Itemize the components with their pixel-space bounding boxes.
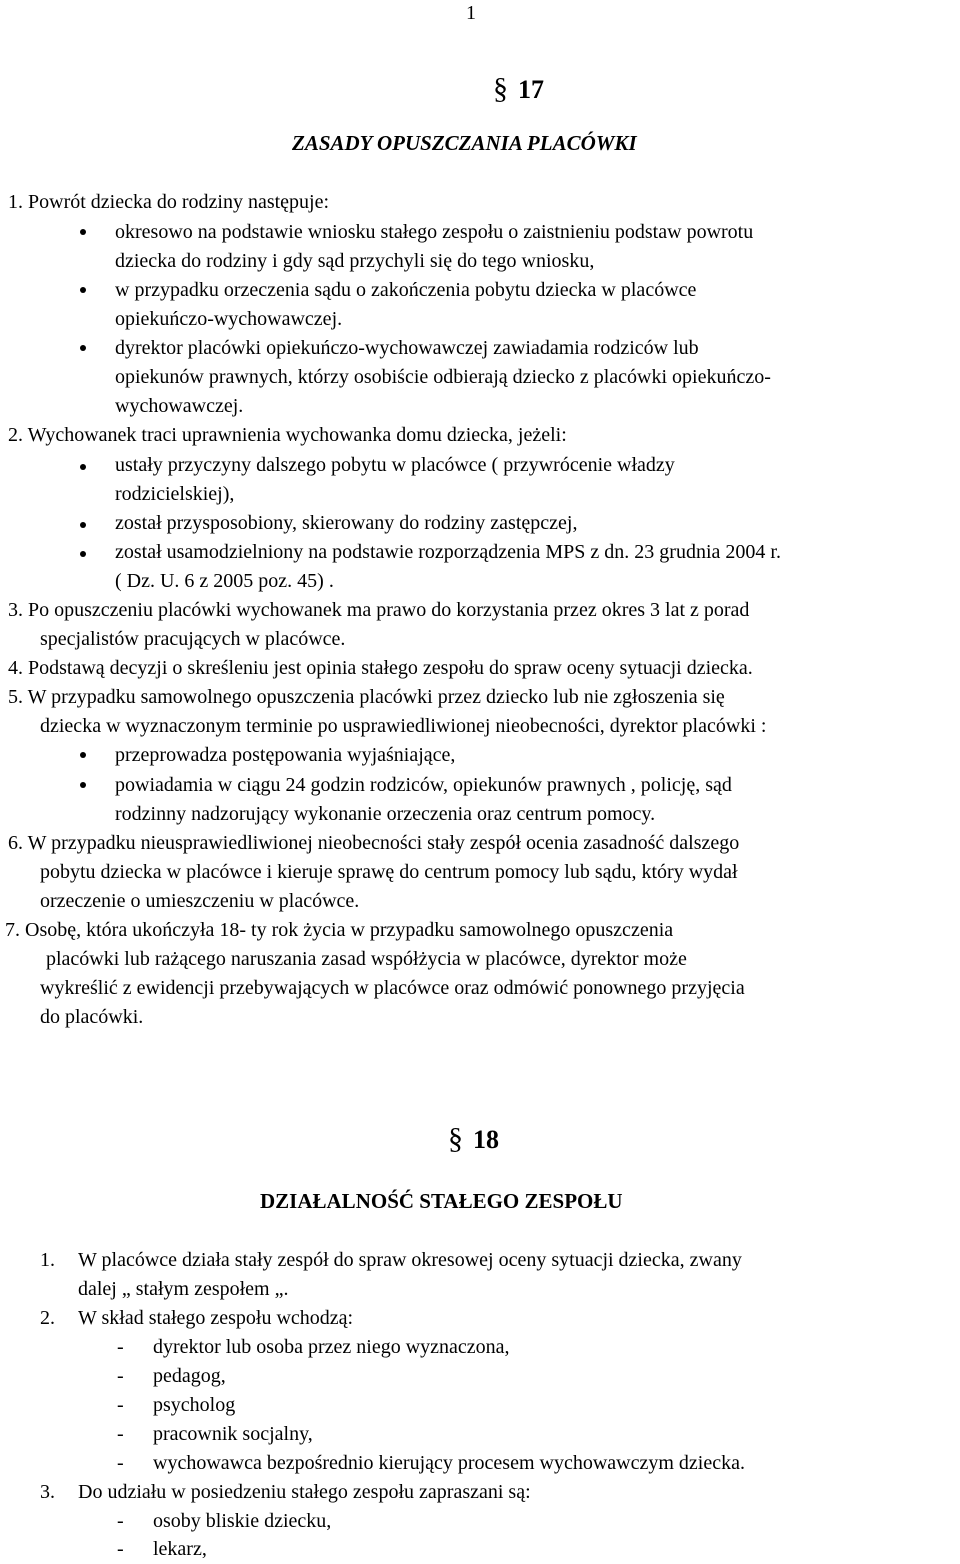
paragraph-5: 5. W przypadku samowolnego opuszczenia placówki przez dziecko lub nie zgłoszenia się [8, 686, 725, 708]
text-line: pobytu dziecka w placówce i kieruje sprawę do centrum pomocy lub sądu, który wydał [40, 861, 738, 883]
text-line: dziecka w wyznaczonym terminie po usprawiedliwionej nieobecności, dyrektor placówki : [40, 715, 767, 737]
list-number: 3. [40, 1481, 55, 1503]
text-line: wykreślić z ewidencji przebywających w placówce oraz odmówić ponownego przyjęcia [40, 977, 745, 999]
bullet-icon [80, 345, 86, 351]
text-line: okresowo na podstawie wniosku stałego zespołu o zaistnieniu podstaw powrotu [115, 221, 754, 243]
list-number: 2. [40, 1307, 55, 1329]
paragraph-4: 4. Podstawą decyzji o skreśleniu jest opinia stałego zespołu do spraw oceny sytuacji dziecka. [8, 657, 753, 679]
section-18-heading [448, 1122, 499, 1156]
text-line: lekarz, [153, 1538, 207, 1560]
dash-marker: - [117, 1423, 124, 1445]
text-line: pedagog, [153, 1365, 226, 1387]
text-line: opiekunów prawnych, którzy osobiście odbierają dziecko z placówki opiekuńczo- [115, 366, 771, 388]
section-18-number: 18 [473, 1125, 499, 1154]
dash-marker: - [117, 1538, 124, 1560]
text-line: Do udziału w posiedzeniu stałego zespołu zapraszani są: [78, 1481, 531, 1503]
text-line: wychowawca bezpośrednio kierujący procesem wychowawczym dziecka. [153, 1452, 745, 1474]
section-symbol: § [448, 1122, 463, 1155]
bullet-icon [80, 287, 86, 293]
text-line: W placówce działa stały zespół do spraw okresowej oceny sytuacji dziecka, zwany [78, 1249, 742, 1271]
paragraph-2: 2. Wychowanek traci uprawnienia wychowanka domu dziecka, jeżeli: [8, 424, 567, 446]
text-line: psycholog [153, 1394, 236, 1416]
text-line: W skład stałego zespołu wchodzą: [78, 1307, 354, 1329]
text-line: został usamodzielniony na podstawie rozporządzenia MPS z dn. 23 grudnia 2004 r. [115, 541, 781, 563]
paragraph-7: 7. Osobę, która ukończyła 18- ty rok życia w przypadku samowolnego opuszczenia [5, 919, 674, 941]
bullet-icon [80, 782, 86, 788]
text-line: opiekuńczo-wychowawczej. [115, 308, 343, 330]
text-line: powiadamia w ciągu 24 godzin rodziców, opiekunów prawnych , policję, sąd [115, 774, 732, 796]
dash-marker: - [117, 1510, 124, 1532]
text-line: do placówki. [40, 1006, 144, 1028]
text-line: dyrektor lub osoba przez niego wyznaczona, [153, 1336, 510, 1358]
dash-marker: - [117, 1452, 124, 1474]
paragraph-3: 3. Po opuszczeniu placówki wychowanek ma prawo do korzystania przez okres 3 lat z porad [8, 599, 750, 621]
text-line: ustały przyczyny dalszego pobytu w placówce ( przywrócenie władzy [115, 454, 675, 476]
text-line: orzeczenie o umieszczeniu w placówce. [40, 890, 360, 912]
list-number: 1. [40, 1249, 55, 1271]
text-line: specjalistów pracujących w placówce. [40, 628, 346, 650]
text-line: został przysposobiony, skierowany do rodziny zastępczej, [115, 512, 578, 534]
paragraph-6: 6. W przypadku nieusprawiedliwionej nieobecności stały zespół ocenia zasadność dalszego [8, 832, 740, 854]
section-symbol: § [493, 72, 508, 105]
text-line: dalej „ stałym zespołem „. [78, 1278, 289, 1300]
dash-marker: - [117, 1365, 124, 1387]
section-17-number: 17 [518, 75, 544, 104]
text-line: rodzicielskiej), [115, 483, 235, 505]
text-line: w przypadku orzeczenia sądu o zakończenia pobytu dziecka w placówce [115, 279, 697, 301]
text-line: rodzinny nadzorujący wykonanie orzeczenia oraz centrum pomocy. [115, 803, 656, 825]
section-18-title: DZIAŁALNOŚĆ STAŁEGO ZESPOŁU [260, 1189, 623, 1213]
section-17-heading [493, 72, 544, 106]
text-line: osoby bliskie dziecku, [153, 1510, 332, 1532]
dash-marker: - [117, 1336, 124, 1358]
text-line: placówki lub rażącego naruszania zasad współżycia w placówce, dyrektor może [46, 948, 687, 970]
text-line: wychowawczej. [115, 395, 244, 417]
paragraph-1: 1. Powrót dziecka do rodziny następuje: [8, 191, 330, 213]
text-line: ( Dz. U. 6 z 2005 poz. 45) . [115, 570, 334, 592]
bullet-icon [80, 551, 86, 557]
bullet-icon [80, 522, 86, 528]
text-line: dziecka do rodziny i gdy sąd przychyli się do tego wniosku, [115, 250, 595, 272]
bullet-icon [80, 229, 86, 235]
text-line: przeprowadza postępowania wyjaśniające, [115, 744, 456, 766]
section-17-title: ZASADY OPUSZCZANIA PLACÓWKI [292, 131, 637, 155]
text-line: pracownik socjalny, [153, 1423, 313, 1445]
bullet-icon [80, 752, 86, 758]
text-line: dyrektor placówki opiekuńczo-wychowawczej zawiadamia rodziców lub [115, 337, 699, 359]
page-number: 1 [466, 2, 476, 24]
bullet-icon [80, 464, 86, 470]
dash-marker: - [117, 1394, 124, 1416]
